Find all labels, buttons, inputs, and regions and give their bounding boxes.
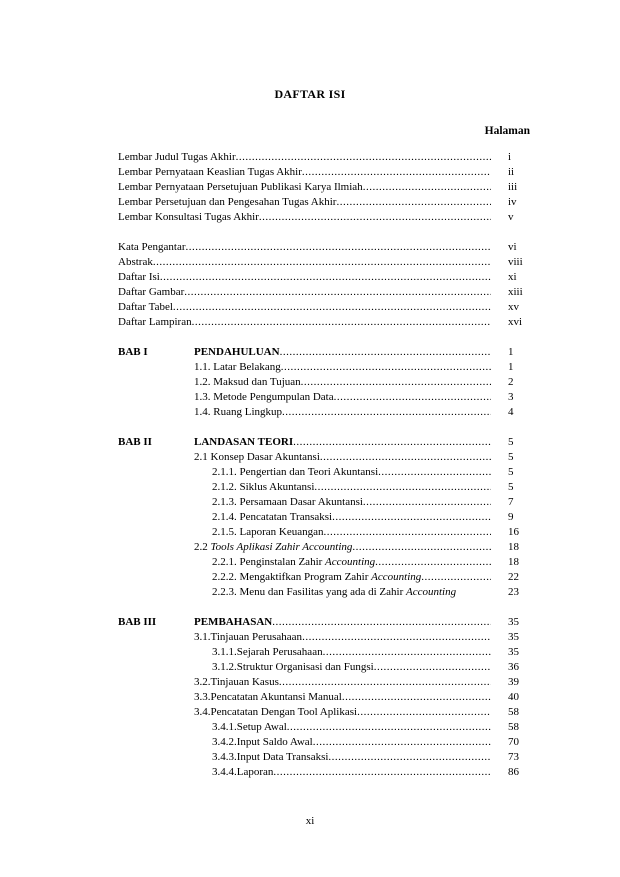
spacer — [118, 420, 525, 435]
toc-entry: Daftar Isi ..... xi — [118, 270, 525, 285]
toc-entry: Daftar Lampiran ..... xvi — [118, 315, 525, 330]
toc-entry: 2.1.4. Pencatatan Transaksi ..... 9 — [118, 510, 525, 525]
toc-entry: Daftar Tabel ..... xv — [118, 300, 525, 315]
toc-entry: 2.2.3. Menu dan Fasilitas yang ada di Zahir Accounting 23 — [212, 586, 519, 598]
toc-entry: 2.1.3. Persamaan Dasar Akuntansi ..... 7 — [118, 495, 525, 510]
chapter-heading: BAB I PENDAHULUAN ..... 1 — [118, 345, 525, 360]
toc-entry: 1.4. Ruang Lingkup ..... 4 — [118, 405, 525, 420]
toc-entry: Lembar Pernyataan Persetujuan Publikasi Karya Ilmiah ..... iii — [118, 180, 525, 195]
table-of-contents — [118, 150, 525, 780]
toc-entry: 2.2.2. Mengaktifkan Program Zahir Accounting ..... 22 — [118, 570, 525, 585]
toc-entry: 3.4.4.Laporan ..... 86 — [118, 765, 525, 780]
toc-entry: Lembar Konsultasi Tugas Akhir ..... v — [118, 210, 525, 225]
page-title: DAFTAR ISI — [274, 87, 346, 101]
toc-entry: 3.4.3.Input Data Transaksi ..... 73 — [118, 750, 525, 765]
toc-entry: Daftar Gambar ..... xiii — [118, 285, 525, 300]
toc-entry: 3.4.1.Setup Awal ..... 58 — [118, 720, 525, 735]
toc-entry: 2.1.5. Laporan Keuangan ..... 16 — [118, 525, 525, 540]
toc-entry: 2.1.2. Siklus Akuntansi ..... 5 — [118, 480, 525, 495]
toc-entry: 3.1.Tinjauan Perusahaan ..... 35 — [118, 630, 525, 645]
toc-entry: 2.1.1. Pengertian dan Teori Akuntansi ..... 5 — [118, 465, 525, 480]
toc-entry: 3.2.Tinjauan Kasus ..... 39 — [118, 675, 525, 690]
toc-entry: Lembar Pernyataan Keaslian Tugas Akhir ..... ii — [118, 165, 525, 180]
spacer — [118, 225, 525, 240]
halaman-header: Halaman — [484, 125, 530, 137]
toc-entry: 3.1.1.Sejarah Perusahaan ..... 35 — [118, 645, 525, 660]
page-number: xi — [305, 815, 315, 827]
chapter-title: PENDAHULUAN — [194, 346, 280, 358]
spacer — [118, 600, 525, 615]
toc-entry: 3.4.2.Input Saldo Awal ..... 70 — [118, 735, 525, 750]
chapter-number: BAB II — [118, 436, 152, 448]
chapter-heading: BAB III PEMBAHASAN ..... 35 — [118, 615, 525, 630]
toc-entry: Abstrak ..... viii — [118, 255, 525, 270]
toc-entry: 2.2 Tools Aplikasi Zahir Accounting ..... 18 — [118, 540, 525, 555]
chapter-heading: BAB II LANDASAN TEORI ..... 5 — [118, 435, 525, 450]
toc-entry: 1.3. Metode Pengumpulan Data ..... 3 — [118, 390, 525, 405]
chapter-title: PEMBAHASAN — [194, 616, 273, 628]
toc-entry: Lembar Judul Tugas Akhir ..... i — [118, 150, 525, 165]
toc-entry: Kata Pengantar ..... vi — [118, 240, 525, 255]
spacer — [118, 330, 525, 345]
toc-entry: 2.2.1. Penginstalan Zahir Accounting ..... 18 — [118, 555, 525, 570]
toc-entry: 1.2. Maksud dan Tujuan ..... 2 — [118, 375, 525, 390]
toc-entry: Lembar Persetujuan dan Pengesahan Tugas Akhir ..... iv — [118, 195, 525, 210]
chapter-number: BAB III — [118, 616, 157, 628]
toc-entry: 1.1. Latar Belakang ..... 1 — [118, 360, 525, 375]
toc-entry: 2.1 Konsep Dasar Akuntansi ..... 5 — [118, 450, 525, 465]
toc-entry: 3.1.2.Struktur Organisasi dan Fungsi ..... 36 — [118, 660, 525, 675]
chapter-title: LANDASAN TEORI — [194, 436, 294, 448]
toc-entry: 3.3.Pencatatan Akuntansi Manual ..... 40 — [118, 690, 525, 705]
toc-entry: 3.4.Pencatatan Dengan Tool Aplikasi ..... 58 — [118, 705, 525, 720]
chapter-number: BAB I — [118, 346, 148, 358]
